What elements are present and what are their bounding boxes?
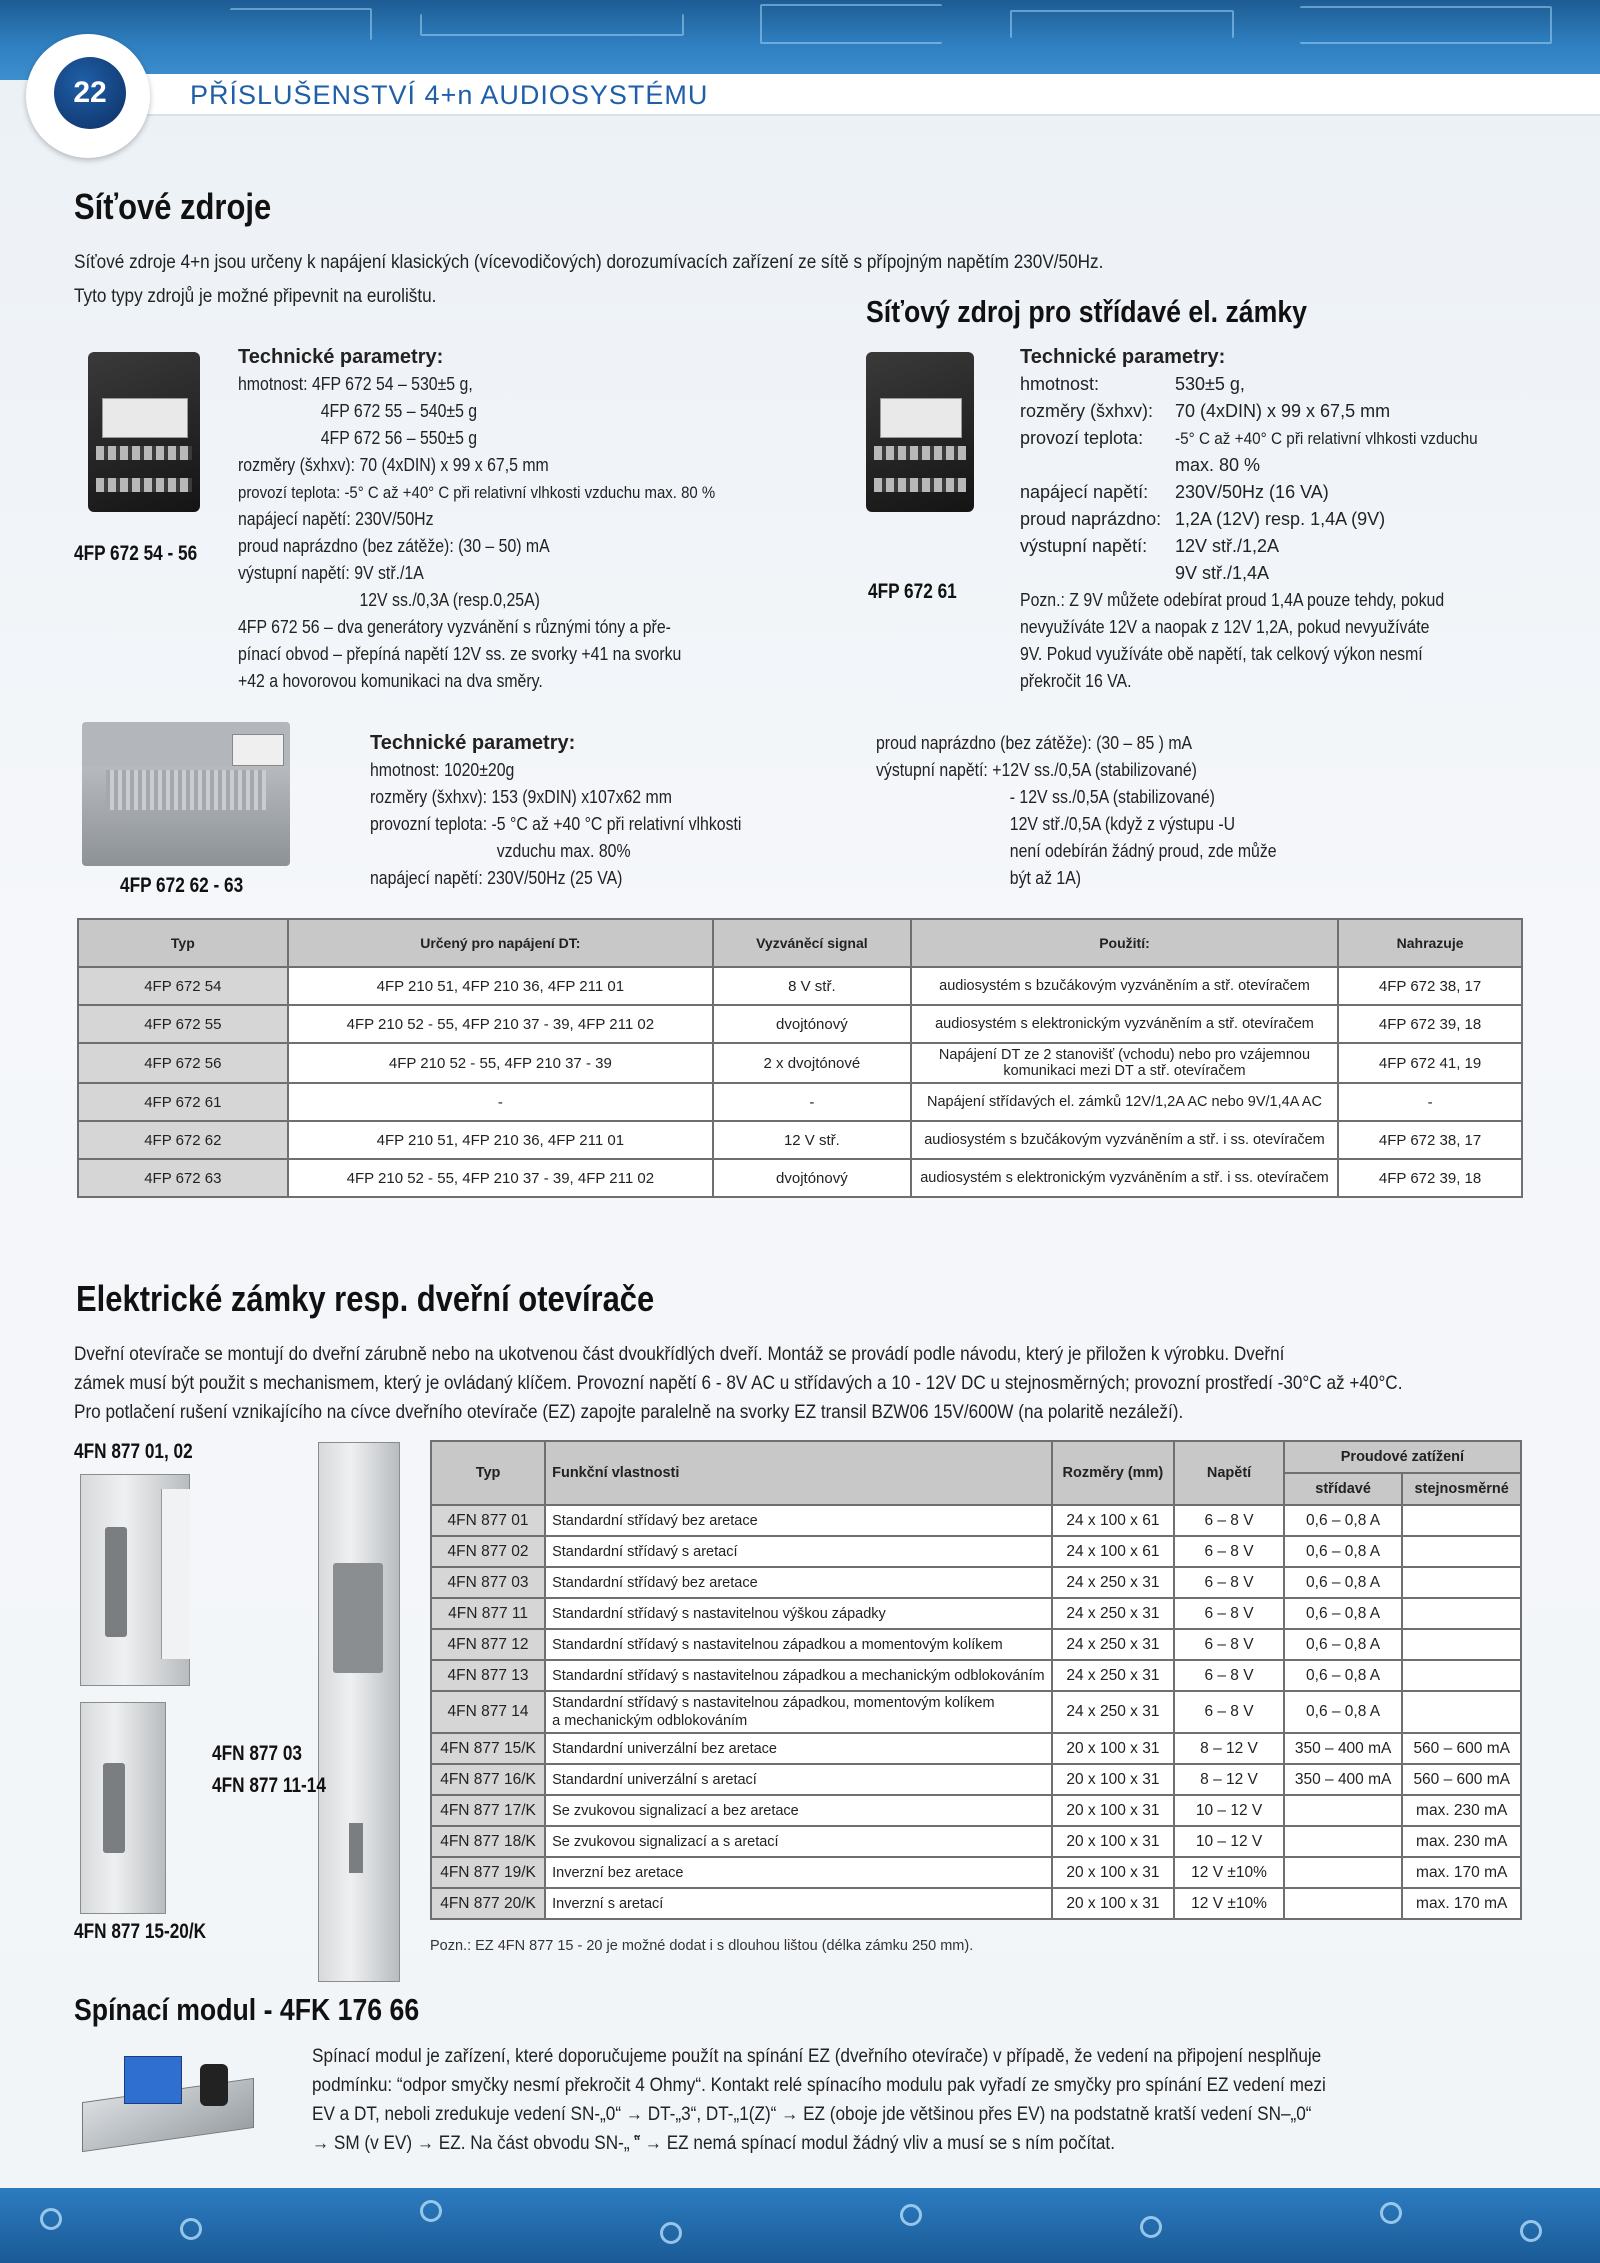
table-cell: 12 V ±10% — [1174, 1888, 1284, 1919]
table-cell: 2 x dvojtónové — [713, 1043, 911, 1083]
table-cell: 4FP 672 39, 18 — [1338, 1159, 1522, 1197]
table-cell: audiosystém s elektronickým vyzváněním a stř. i ss. otevíračem — [911, 1159, 1338, 1197]
table-cell: 6 – 8 V — [1174, 1691, 1284, 1733]
para-line: zámek musí být použit s mechanismem, který je ovládaný klíčem. Provozní napětí 6 - 8V AC u střídavých a 10 - 12V DC u stejnosměrných; provozní prostředí -30°C až +40°C. — [74, 1372, 1403, 1394]
unit2-note — [1020, 587, 1530, 695]
table-cell: 6 – 8 V — [1174, 1629, 1284, 1660]
param-value: -5° C až +40° C při relativní vlhkosti vzduchu — [1175, 429, 1478, 448]
table-cell: 12 V ±10% — [1174, 1857, 1284, 1888]
table-row — [431, 1764, 1521, 1795]
table-row — [431, 1691, 1521, 1733]
table-cell: 4FN 877 03 — [431, 1567, 545, 1598]
col-header-volt: Napětí — [1174, 1441, 1284, 1505]
table-cell: 0,6 – 0,8 A — [1284, 1660, 1403, 1691]
table-cell: Se zvukovou signalizací a bez aretace — [545, 1795, 1051, 1826]
table-cell: max. 230 mA — [1402, 1795, 1521, 1826]
table-cell: Napájení DT ze 2 stanovišť (vchodu) nebo pro vzájemnou komunikaci mezi DT a stř. otevíračem — [911, 1043, 1338, 1083]
table-cell: 0,6 – 0,8 A — [1284, 1629, 1403, 1660]
door-locks-paragraph — [74, 1340, 1584, 1427]
param-key: napájecí napětí: — [1020, 482, 1149, 502]
param-value: max. 80 % — [1175, 455, 1261, 475]
table-cell: 24 x 250 x 31 — [1052, 1567, 1175, 1598]
table-cell: 6 – 8 V — [1174, 1505, 1284, 1536]
table-cell: 4FN 877 20/K — [431, 1888, 545, 1919]
table-cell: 6 – 8 V — [1174, 1567, 1284, 1598]
para-line: podmínku: “odpor smyčky nesmí překročit 4 Ohmy“. Kontakt relé spínacího modulu pak vyřadí ze smyčky pro spínání EZ vedení mezi — [312, 2074, 1326, 2096]
param-line: 4FP 672 55 – 540±5 g — [320, 401, 478, 421]
table-cell: 4FN 877 15/K — [431, 1733, 545, 1764]
table-cell: 4FP 672 39, 18 — [1338, 1005, 1522, 1043]
table-cell — [1402, 1691, 1521, 1733]
param-key: proud naprázdno: — [1020, 509, 1162, 529]
param-line: provozní teplota: -5 °C až +40 °C při relativní vlhkosti — [370, 814, 742, 834]
param-key — [1020, 452, 1175, 479]
col-header: Určený pro napájení DT: — [288, 919, 713, 967]
param-row — [1020, 398, 1530, 425]
table-row — [78, 1043, 1522, 1083]
unit3-heading: Technické parametry: — [370, 732, 576, 754]
power-supply-image-4fp67262 — [82, 722, 290, 866]
unit3-parameters-right — [876, 730, 1356, 892]
para-line: Spínací modul je zařízení, které doporučujeme použít na spínání EZ (dveřního otevírače) v případě, že vedení na připojení nesplňuje — [312, 2045, 1322, 2067]
col-header: Typ — [78, 919, 288, 967]
param-line: pínací obvod – přepíná napětí 12V ss. ze svorky +41 na svorku — [238, 644, 682, 664]
switch-module-paragraph — [312, 2042, 1532, 2158]
table-row — [78, 1159, 1522, 1197]
param-value: 9V stř./1,4A — [1175, 563, 1270, 583]
param-line: hmotnost: 4FP 672 54 – 530±5 g, — [238, 374, 473, 394]
table-row — [431, 1888, 1521, 1919]
table-cell — [1284, 1888, 1403, 1919]
col-header-typ: Typ — [431, 1441, 545, 1505]
lock-label-b1: 4FN 877 03 — [212, 1742, 302, 1765]
table-cell: Standardní univerzální bez aretace — [545, 1733, 1051, 1764]
table-cell: 350 – 400 mA — [1284, 1733, 1403, 1764]
col-header: Použití: — [911, 919, 1338, 967]
param-key — [1020, 560, 1175, 587]
table-row — [431, 1733, 1521, 1764]
table-row — [431, 1629, 1521, 1660]
param-row — [1020, 506, 1530, 533]
door-locks-title: Elektrické zámky resp. dveřní otevírače — [76, 1278, 655, 1319]
table-cell — [1402, 1567, 1521, 1598]
unit3-label: 4FP 672 62 - 63 — [120, 874, 244, 897]
door-locks-table — [430, 1440, 1522, 1920]
table-cell: 24 x 250 x 31 — [1052, 1660, 1175, 1691]
table-cell: max. 170 mA — [1402, 1888, 1521, 1919]
table-cell: - — [713, 1083, 911, 1121]
col-header: Nahrazuje — [1338, 919, 1522, 967]
table-cell: Standardní střídavý s nastavitelnou západkou, momentovým kolíkem a mechanickým odblokováním — [545, 1691, 1051, 1733]
table-cell: 4FN 877 14 — [431, 1691, 545, 1733]
note-line: nevyužíváte 12V a naopak z 12V 1,2A, pokud nevyužíváte — [1020, 617, 1430, 637]
col-header-dc: stejnosměrné — [1402, 1473, 1521, 1505]
param-line: 4FP 672 56 – dva generátory vyzvánění s různými tóny a pře- — [238, 617, 671, 637]
param-line: hmotnost: 1020±20g — [370, 760, 515, 780]
power-intro-line2: Tyto typy zdrojů je možné připevnit na eurolištu. — [74, 285, 437, 307]
table-cell: 20 x 100 x 31 — [1052, 1795, 1175, 1826]
table-cell: 0,6 – 0,8 A — [1284, 1536, 1403, 1567]
table-cell: Standardní univerzální s aretací — [545, 1764, 1051, 1795]
table-cell: 4FP 672 54 — [78, 967, 288, 1005]
table-cell: Napájení střídavých el. zámků 12V/1,2A AC nebo 9V/1,4A AC — [911, 1083, 1338, 1121]
unit1-heading: Technické parametry: — [238, 346, 444, 368]
table-cell: 24 x 100 x 61 — [1052, 1505, 1175, 1536]
param-line: 4FP 672 56 – 550±5 g — [320, 428, 478, 448]
param-line: 12V stř./0,5A (když z výstupu -U — [1009, 814, 1236, 834]
table-cell: 4FP 210 52 - 55, 4FP 210 37 - 39, 4FP 211 02 — [288, 1159, 713, 1197]
table-cell: 4FP 210 52 - 55, 4FP 210 37 - 39 — [288, 1043, 713, 1083]
para-line: EV a DT, neboli zredukuje vedení SN-„0“ → DT-„3“, DT-„1(Z)“ → EZ (oboje jde většinou přes EV) na podstatně kratší vedení SN–„0“ — [312, 2103, 1312, 2125]
para-line: Dveřní otevírače se montují do dveřní zárubně nebo na ukotvenou část dvoukřídlých dveří. Montáž se provádí podle návodu, který je přiložen k výrobku. Dveřní — [74, 1343, 1285, 1365]
section-title: PŘÍSLUŠENSTVÍ 4+n AUDIOSYSTÉMU — [190, 80, 709, 110]
note-line: překročit 16 VA. — [1020, 671, 1132, 691]
param-key: provozí teplota: — [1020, 428, 1144, 448]
lock-image-4fn87703 — [318, 1442, 400, 1982]
table-cell: 4FN 877 01 — [431, 1505, 545, 1536]
col-header-dims: Rozměry (mm) — [1052, 1441, 1175, 1505]
table-cell: 0,6 – 0,8 A — [1284, 1505, 1403, 1536]
param-value: 230V/50Hz (16 VA) — [1175, 482, 1329, 502]
table-cell: 4FP 672 61 — [78, 1083, 288, 1121]
switch-module-title: Spínací modul - 4FK 176 66 — [74, 1992, 420, 2027]
para-line: Pro potlačení rušení vznikajícího na cívce dveřního otevírače (EZ) zapojte paralelně na svorky EZ transil BZW06 15V/600W (na polaritě nezáleží). — [74, 1401, 1184, 1423]
table-row — [78, 1005, 1522, 1043]
param-line: výstupní napětí: +12V ss./0,5A (stabilizované) — [876, 760, 1197, 780]
table-row — [431, 1536, 1521, 1567]
para-line: → SM (v EV) → EZ. Na část obvodu SN-„ ̃“ → EZ nemá spínací modul žádný vliv a musí se s ním počítat. — [312, 2132, 1115, 2154]
param-row — [1020, 533, 1530, 560]
table-cell: 4FN 877 19/K — [431, 1857, 545, 1888]
table-cell: 4FP 672 55 — [78, 1005, 288, 1043]
table-cell: 20 x 100 x 31 — [1052, 1733, 1175, 1764]
table-cell: 4FN 877 16/K — [431, 1764, 545, 1795]
table-cell: Inverzní s aretací — [545, 1888, 1051, 1919]
table-row — [78, 1121, 1522, 1159]
unit2-label: 4FP 672 61 — [868, 580, 957, 603]
power-supplies-title: Síťové zdroje — [74, 186, 272, 227]
table-cell: audiosystém s bzučákovým vyzváněním a stř. i ss. otevíračem — [911, 1121, 1338, 1159]
table-cell: - — [288, 1083, 713, 1121]
table-row — [431, 1660, 1521, 1691]
table-cell: 8 – 12 V — [1174, 1733, 1284, 1764]
table-cell — [1402, 1598, 1521, 1629]
param-row — [1020, 479, 1530, 506]
table-cell: 8 V stř. — [713, 967, 911, 1005]
param-value: 530±5 g, — [1175, 374, 1245, 394]
lock-image-4fn87715 — [80, 1702, 166, 1914]
table-cell: audiosystém s bzučákovým vyzváněním a stř. otevíračem — [911, 967, 1338, 1005]
param-value: 70 (4xDIN) x 99 x 67,5 mm — [1175, 401, 1391, 421]
table-cell: 20 x 100 x 31 — [1052, 1857, 1175, 1888]
table-cell: 4FN 877 17/K — [431, 1795, 545, 1826]
unit1-parameters — [238, 344, 798, 695]
param-line: rozměry (šxhxv): 153 (9xDIN) x107x62 mm — [370, 787, 672, 807]
power-supply-image-4fp67254 — [88, 352, 200, 512]
table-cell: 24 x 250 x 31 — [1052, 1629, 1175, 1660]
table-cell: 4FP 210 52 - 55, 4FP 210 37 - 39, 4FP 211 02 — [288, 1005, 713, 1043]
table-cell: 20 x 100 x 31 — [1052, 1888, 1175, 1919]
table-cell: 4FP 672 56 — [78, 1043, 288, 1083]
power-supply-image-4fp67261 — [866, 352, 974, 512]
param-row — [1020, 425, 1530, 452]
param-line: rozměry (šxhxv): 70 (4xDIN) x 99 x 67,5 mm — [238, 455, 549, 475]
table-cell: 4FN 877 02 — [431, 1536, 545, 1567]
table-cell: Standardní střídavý s nastavitelnou výškou západky — [545, 1598, 1051, 1629]
table-cell: 24 x 250 x 31 — [1052, 1598, 1175, 1629]
table-cell: 6 – 8 V — [1174, 1660, 1284, 1691]
param-line: není odebírán žádný proud, zde může — [1009, 841, 1277, 861]
param-line: 12V ss./0,3A (resp.0,25A) — [359, 590, 540, 610]
table-row — [431, 1598, 1521, 1629]
param-line: výstupní napětí: 9V stř./1A — [238, 563, 424, 583]
param-key: hmotnost: — [1020, 374, 1100, 394]
table-cell: 4FP 672 63 — [78, 1159, 288, 1197]
table-cell: 6 – 8 V — [1174, 1536, 1284, 1567]
power-supplies-table — [77, 918, 1523, 1198]
param-line: být až 1A) — [1009, 868, 1082, 888]
header-circuit-band — [0, 0, 1600, 80]
table-header-row — [431, 1441, 1521, 1473]
unit2-heading: Technické parametry: — [1020, 346, 1226, 368]
table-cell — [1284, 1826, 1403, 1857]
footer-circuit-band — [0, 2188, 1600, 2263]
table-cell: 0,6 – 0,8 A — [1284, 1691, 1403, 1733]
table-cell — [1402, 1536, 1521, 1567]
table-row — [78, 967, 1522, 1005]
table-cell: 10 – 12 V — [1174, 1795, 1284, 1826]
param-key: výstupní napětí: — [1020, 536, 1148, 556]
col-header-ac: střídavé — [1284, 1473, 1403, 1505]
table-cell: - — [1338, 1083, 1522, 1121]
col-header: Vyzváněcí signal — [713, 919, 911, 967]
table-cell: Standardní střídavý s nastavitelnou západkou a mechanickým odblokováním — [545, 1660, 1051, 1691]
table-row — [431, 1857, 1521, 1888]
note-line: Pozn.: Z 9V můžete odebírat proud 1,4A pouze tehdy, pokud — [1020, 590, 1445, 610]
table-cell: Inverzní bez aretace — [545, 1857, 1051, 1888]
table-cell: 0,6 – 0,8 A — [1284, 1598, 1403, 1629]
ac-lock-supply-title: Síťový zdroj pro střídavé el. zámky — [866, 294, 1307, 329]
table-cell: 10 – 12 V — [1174, 1826, 1284, 1857]
table-cell: 4FP 210 51, 4FP 210 36, 4FP 211 01 — [288, 1121, 713, 1159]
table-cell: 20 x 100 x 31 — [1052, 1826, 1175, 1857]
table-cell: 24 x 250 x 31 — [1052, 1691, 1175, 1733]
table-row — [431, 1505, 1521, 1536]
table-cell: 4FN 877 12 — [431, 1629, 545, 1660]
table-cell: 24 x 100 x 61 — [1052, 1536, 1175, 1567]
table-cell: max. 170 mA — [1402, 1857, 1521, 1888]
table-row — [431, 1795, 1521, 1826]
table-cell: 350 – 400 mA — [1284, 1764, 1403, 1795]
param-line: - 12V ss./0,5A (stabilizované) — [1009, 787, 1215, 807]
param-row — [1020, 371, 1530, 398]
table-cell: 4FP 672 62 — [78, 1121, 288, 1159]
page-number: 22 — [54, 57, 126, 129]
table-row — [431, 1826, 1521, 1857]
table-cell: 4FN 877 11 — [431, 1598, 545, 1629]
table-row — [78, 1083, 1522, 1121]
table-cell: 560 – 600 mA — [1402, 1733, 1521, 1764]
lock-label-a: 4FN 877 01, 02 — [74, 1440, 193, 1463]
table-cell: Standardní střídavý bez aretace — [545, 1505, 1051, 1536]
note-line: 9V. Pokud využíváte obě napětí, tak celkový výkon nesmí — [1020, 644, 1423, 664]
param-line: napájecí napětí: 230V/50Hz (25 VA) — [370, 868, 623, 888]
table-cell: Standardní střídavý s aretací — [545, 1536, 1051, 1567]
unit3-parameters-left — [370, 730, 850, 892]
table-cell: 4FP 672 38, 17 — [1338, 967, 1522, 1005]
table-cell: dvojtónový — [713, 1159, 911, 1197]
table-cell: 4FP 672 38, 17 — [1338, 1121, 1522, 1159]
unit2-param-rows — [1020, 371, 1530, 587]
table-cell — [1402, 1660, 1521, 1691]
param-row — [1020, 560, 1530, 587]
locks-table-note: Pozn.: EZ 4FN 877 15 - 20 je možné dodat i s dlouhou lištou (délka zámku 250 mm). — [430, 1938, 974, 1954]
table-header-row — [78, 919, 1522, 967]
table-cell: 8 – 12 V — [1174, 1764, 1284, 1795]
unit2-parameters — [1020, 344, 1530, 695]
table-cell: 4FN 877 18/K — [431, 1826, 545, 1857]
param-line: provozí teplota: -5° C až +40° C při relativní vlhkosti vzduchu max. 80 % — [238, 483, 716, 502]
table-cell: 12 V stř. — [713, 1121, 911, 1159]
table-cell: 20 x 100 x 31 — [1052, 1764, 1175, 1795]
table-cell: 4FP 672 41, 19 — [1338, 1043, 1522, 1083]
lock-image-4fn87701 — [80, 1474, 190, 1686]
col-header-current: Proudové zatížení — [1284, 1441, 1521, 1473]
table-cell: Standardní střídavý s nastavitelnou západkou a momentovým kolíkem — [545, 1629, 1051, 1660]
lock-label-b2: 4FN 877 11-14 — [212, 1774, 326, 1797]
table-cell: dvojtónový — [713, 1005, 911, 1043]
table-cell: 560 – 600 mA — [1402, 1764, 1521, 1795]
table-cell — [1402, 1505, 1521, 1536]
param-line: vzduchu max. 80% — [496, 841, 631, 861]
unit1-label: 4FP 672 54 - 56 — [74, 542, 198, 565]
table-cell: 4FP 210 51, 4FP 210 36, 4FP 211 01 — [288, 967, 713, 1005]
table-cell: audiosystém s elektronickým vyzváněním a stř. otevíračem — [911, 1005, 1338, 1043]
param-value: 1,2A (12V) resp. 1,4A (9V) — [1175, 509, 1386, 529]
table-cell — [1284, 1857, 1403, 1888]
col-header-func: Funkční vlastnosti — [545, 1441, 1051, 1505]
param-line: napájecí napětí: 230V/50Hz — [238, 509, 434, 529]
table-cell: 6 – 8 V — [1174, 1598, 1284, 1629]
param-line: proud naprázdno (bez zátěže): (30 – 50) mA — [238, 536, 550, 556]
table-cell: max. 230 mA — [1402, 1826, 1521, 1857]
power-intro-line1: Síťové zdroje 4+n jsou určeny k napájení klasických (vícevodičových) dorozumívacích zařízení ze sítě s přípojným napětím 230V/50Hz. — [74, 251, 1104, 273]
table-cell: Se zvukovou signalizací a s aretací — [545, 1826, 1051, 1857]
table-cell — [1284, 1795, 1403, 1826]
switch-module-image — [82, 2050, 252, 2150]
lock-label-c: 4FN 877 15-20/K — [74, 1920, 207, 1943]
table-row — [431, 1567, 1521, 1598]
param-row — [1020, 452, 1530, 479]
table-cell: Standardní střídavý bez aretace — [545, 1567, 1051, 1598]
table-cell: 0,6 – 0,8 A — [1284, 1567, 1403, 1598]
table-cell — [1402, 1629, 1521, 1660]
param-value: 12V stř./1,2A — [1175, 536, 1280, 556]
param-line: proud naprázdno (bez zátěže): (30 – 85 ) mA — [876, 733, 1193, 753]
param-key: rozměry (šxhxv): — [1020, 401, 1154, 421]
table-cell: 4FN 877 13 — [431, 1660, 545, 1691]
param-line: +42 a hovorovou komunikaci na dva směry. — [238, 671, 543, 691]
